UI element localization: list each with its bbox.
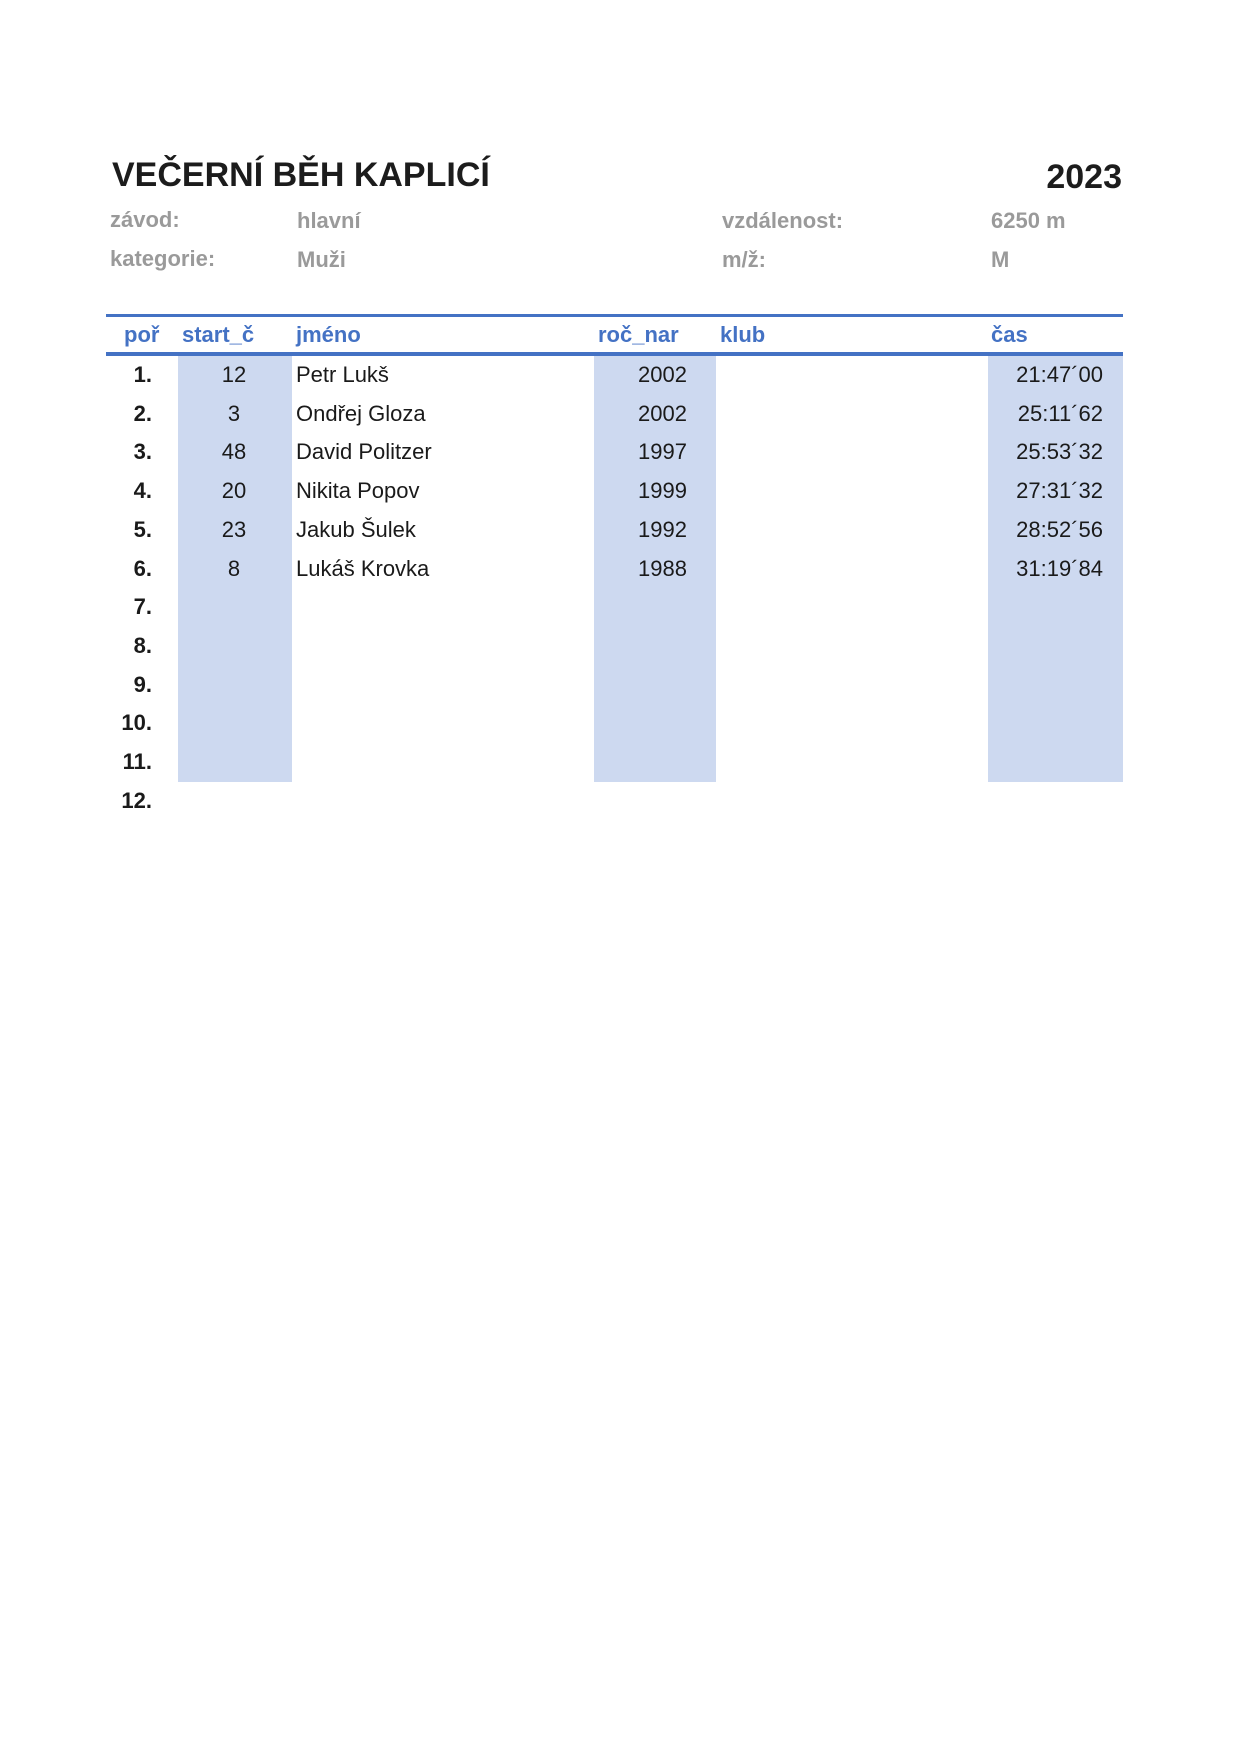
cell-position: 10. bbox=[121, 710, 152, 736]
table-row bbox=[106, 666, 1123, 705]
table-row bbox=[106, 743, 1123, 782]
cell-birth-year: 2002 bbox=[638, 400, 687, 426]
cell-time: 31:19´84 bbox=[1016, 555, 1103, 581]
cell-position: 7. bbox=[133, 594, 152, 620]
cell-birth-year: 1988 bbox=[638, 555, 687, 581]
column-header-klub: klub bbox=[720, 322, 766, 347]
cell-position: 12. bbox=[121, 787, 152, 813]
table-row bbox=[106, 472, 1123, 511]
table-row bbox=[106, 433, 1123, 472]
table-row bbox=[106, 395, 1123, 434]
cell-name: Lukáš Krovka bbox=[296, 555, 430, 581]
cell-start-number: 3 bbox=[227, 400, 241, 426]
column-header-start: start_č bbox=[182, 322, 255, 347]
cell-time: 27:31´32 bbox=[1016, 478, 1103, 504]
category-label: kategorie: bbox=[110, 246, 216, 271]
cell-start-number: 12 bbox=[221, 362, 247, 387]
column-header-roc: roč_nar bbox=[598, 322, 679, 347]
cell-name: Nikita Popov bbox=[296, 478, 420, 504]
cell-position: 1. bbox=[133, 362, 152, 387]
cell-position: 11. bbox=[122, 749, 152, 774]
table-row bbox=[106, 356, 1123, 395]
cell-time: 25:11´62 bbox=[1017, 400, 1103, 426]
cell-start-number: 20 bbox=[221, 478, 247, 504]
cell-birth-year: 1997 bbox=[638, 439, 687, 465]
cell-position: 6. bbox=[133, 555, 152, 581]
table-row bbox=[106, 782, 1123, 821]
cell-time: 25:53´32 bbox=[1016, 439, 1103, 465]
cell-start-number: 8 bbox=[227, 555, 241, 581]
table-row bbox=[106, 550, 1123, 589]
cell-birth-year: 1999 bbox=[638, 478, 687, 504]
column-header-cas: čas bbox=[991, 322, 1028, 347]
table-row bbox=[106, 704, 1123, 743]
page-title: VEČERNÍ BĚH KAPLICÍ bbox=[112, 156, 490, 194]
gender-value: M bbox=[991, 247, 1010, 272]
cell-time: 21:47´00 bbox=[1016, 362, 1103, 387]
cell-position: 3. bbox=[133, 439, 152, 465]
race-label: závod: bbox=[110, 207, 180, 232]
table-row bbox=[106, 511, 1123, 550]
cell-position: 5. bbox=[133, 516, 152, 542]
cell-birth-year: 1992 bbox=[638, 516, 687, 542]
distance-value: 6250 m bbox=[991, 208, 1066, 233]
cell-name: Ondřej Gloza bbox=[296, 400, 426, 426]
cell-birth-year: 2002 bbox=[638, 362, 687, 387]
year-label: 2023 bbox=[1046, 158, 1122, 196]
cell-position: 9. bbox=[133, 671, 152, 697]
distance-label: vzdálenost: bbox=[722, 208, 844, 233]
table-row bbox=[106, 588, 1123, 627]
cell-time: 28:52´56 bbox=[1016, 516, 1103, 542]
table-row bbox=[106, 627, 1123, 666]
cell-start-number: 23 bbox=[221, 516, 247, 542]
cell-position: 4. bbox=[133, 478, 152, 504]
cell-name: Jakub Šulek bbox=[296, 516, 416, 542]
cell-name: David Politzer bbox=[296, 439, 432, 465]
cell-name: Petr Lukš bbox=[296, 362, 389, 387]
cell-start-number: 48 bbox=[221, 439, 247, 465]
column-header-por: poř bbox=[124, 322, 160, 347]
header-top-rule bbox=[106, 314, 1123, 317]
race-value: hlavní bbox=[297, 208, 361, 233]
cell-position: 8. bbox=[133, 632, 152, 658]
category-value: Muži bbox=[297, 247, 346, 272]
column-header-name: jméno bbox=[296, 322, 361, 347]
cell-position: 2. bbox=[133, 400, 152, 426]
gender-label: m/ž: bbox=[722, 247, 766, 272]
